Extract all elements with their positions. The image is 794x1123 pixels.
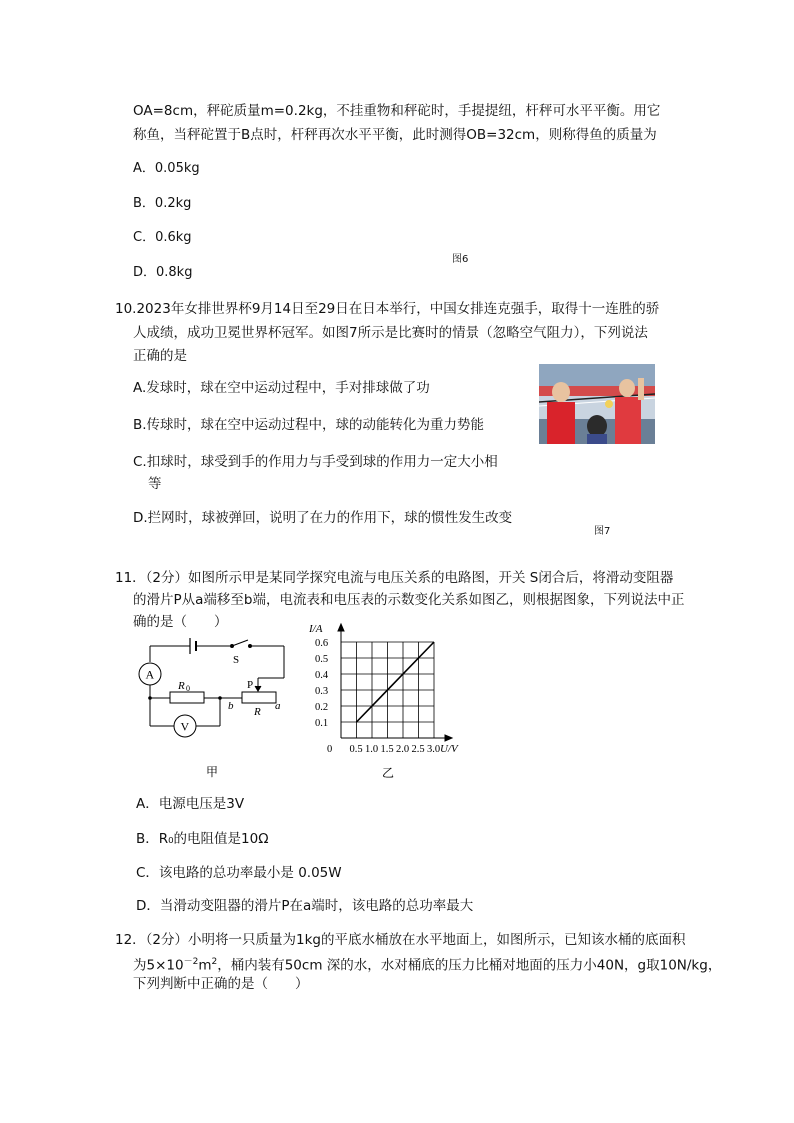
y-tick-label: 0.3 bbox=[315, 686, 329, 697]
q11-option-a: A．电源电压是3V bbox=[136, 796, 245, 812]
figure-6-label: 图6 bbox=[452, 254, 469, 265]
y-tick-label: 0.6 bbox=[315, 638, 329, 649]
ammeter-label: A bbox=[145, 667, 155, 682]
data-line bbox=[357, 642, 435, 722]
q11-line2: 的滑片P从a端移至b端，电流表和电压表的示数变化关系如图乙，则根据图象，下列说法中正 bbox=[133, 592, 685, 608]
r0-label: R bbox=[178, 680, 185, 692]
q9-line2: 称鱼，当秤砣置于B点时，杆秤再次水平平衡，此时测得OB=32cm，则称得鱼的质量为 bbox=[133, 127, 657, 143]
q12-exponent: －2 bbox=[183, 957, 199, 967]
slider-p-label: P bbox=[247, 679, 254, 691]
q10-option-c-line2: 等 bbox=[148, 476, 162, 492]
q10-option-b: B.传球时，球在空中运动过程中，球的动能转化为重力势能 bbox=[133, 417, 485, 433]
y-tick-label: 0.2 bbox=[315, 702, 329, 713]
x-tick-label: 2.5 bbox=[411, 744, 425, 755]
q9-option-a: A．0.05kg bbox=[133, 161, 200, 176]
x-axis-label: U/V bbox=[440, 743, 458, 755]
q10-option-a: A.发球时，球在空中运动过程中，手对排球做了功 bbox=[133, 380, 430, 396]
x-tick-label: 1.0 bbox=[365, 744, 379, 755]
end-a-label: a bbox=[275, 700, 281, 712]
circuit-caption: 甲 bbox=[206, 765, 219, 779]
x-tick-label: 2.0 bbox=[396, 744, 410, 755]
q11-option-d: D．当滑动变阻器的滑片P在a端时，该电路的总功率最大 bbox=[136, 898, 474, 914]
r-label: R bbox=[254, 706, 261, 718]
x-axis-arrow bbox=[445, 735, 452, 741]
q12-unit-exponent: 2 bbox=[211, 957, 218, 967]
switch-label: S bbox=[233, 654, 240, 666]
q12-line3: 下列判断中正确的是（ ） bbox=[133, 976, 309, 992]
iu-graph bbox=[296, 614, 476, 780]
q12-line2 bbox=[133, 952, 721, 976]
y-axis-label: I/A bbox=[309, 623, 323, 635]
volleyball-photo bbox=[539, 364, 655, 444]
q9-option-c: C．0.6kg bbox=[133, 230, 192, 245]
q11-option-b: B．R₀的电阻值是10Ω bbox=[136, 831, 269, 847]
y-tick-label: 0.5 bbox=[315, 654, 329, 665]
y-tick-label: 0.1 bbox=[315, 718, 329, 729]
q12-line1: 12．（2分）小明将一只质量为1kg的平底水桶放在水平地面上，如图所示，已知该水桶的底面积 bbox=[115, 932, 686, 948]
q11-line1: 11．（2分）如图所示甲是某同学探究电流与电压关系的电路图，开关 S闭合后，将滑动变阻器 bbox=[115, 570, 674, 586]
end-b-label: b bbox=[228, 700, 234, 712]
q10-line2: 人成绩，成功卫冕世界杯冠军。如图7所示是比赛时的情景（忽略空气阻力），下列说法 bbox=[133, 325, 648, 341]
q10-line3: 正确的是 bbox=[133, 348, 187, 364]
q10-option-c-line1: C.扣球时，球受到手的作用力与手受到球的作用力一定大小相 bbox=[133, 454, 498, 470]
y-axis-arrow bbox=[338, 624, 344, 631]
q9-option-b: B．0.2kg bbox=[133, 196, 192, 211]
figure-7-label: 图7 bbox=[594, 526, 611, 537]
x-tick-label: 0.5 bbox=[349, 744, 363, 755]
q9-line1: OA=8cm，秤砣质量m=0.2kg，不挂重物和秤砣时，手提提纽，杆秤可水平平衡。用它 bbox=[133, 103, 661, 119]
q11-option-c: C．该电路的总功率最小是 0.05W bbox=[136, 865, 342, 881]
q12-line2-post: ，桶内装有50cm 深的水，水对桶底的压力比桶对地面的压力小40N，g取10N/kg， bbox=[217, 957, 722, 974]
x-tick-label: 1.5 bbox=[380, 744, 394, 755]
origin-label: 0 bbox=[327, 744, 333, 755]
r0-subscript: 0 bbox=[186, 684, 190, 693]
x-tick-label: 3.0 bbox=[427, 744, 441, 755]
q10-option-d: D.拦网时，球被弹回，说明了在力的作用下，球的惯性发生改变 bbox=[133, 510, 513, 526]
q12-unit: m bbox=[198, 957, 212, 974]
y-tick-label: 0.4 bbox=[315, 670, 329, 681]
graph-caption: 乙 bbox=[382, 766, 395, 780]
q12-line2-pre: 为5×10 bbox=[133, 957, 184, 974]
circuit-diagram bbox=[130, 628, 290, 788]
q10-line1: 10.2023年女排世界杯9月14日至29日在日本举行，中国女排连克强手，取得十一连胜的骄 bbox=[115, 301, 660, 317]
voltmeter-label: V bbox=[180, 719, 190, 734]
q11-line3: 确的是（ ） bbox=[133, 614, 228, 630]
q9-option-d: D．0.8kg bbox=[133, 265, 193, 280]
